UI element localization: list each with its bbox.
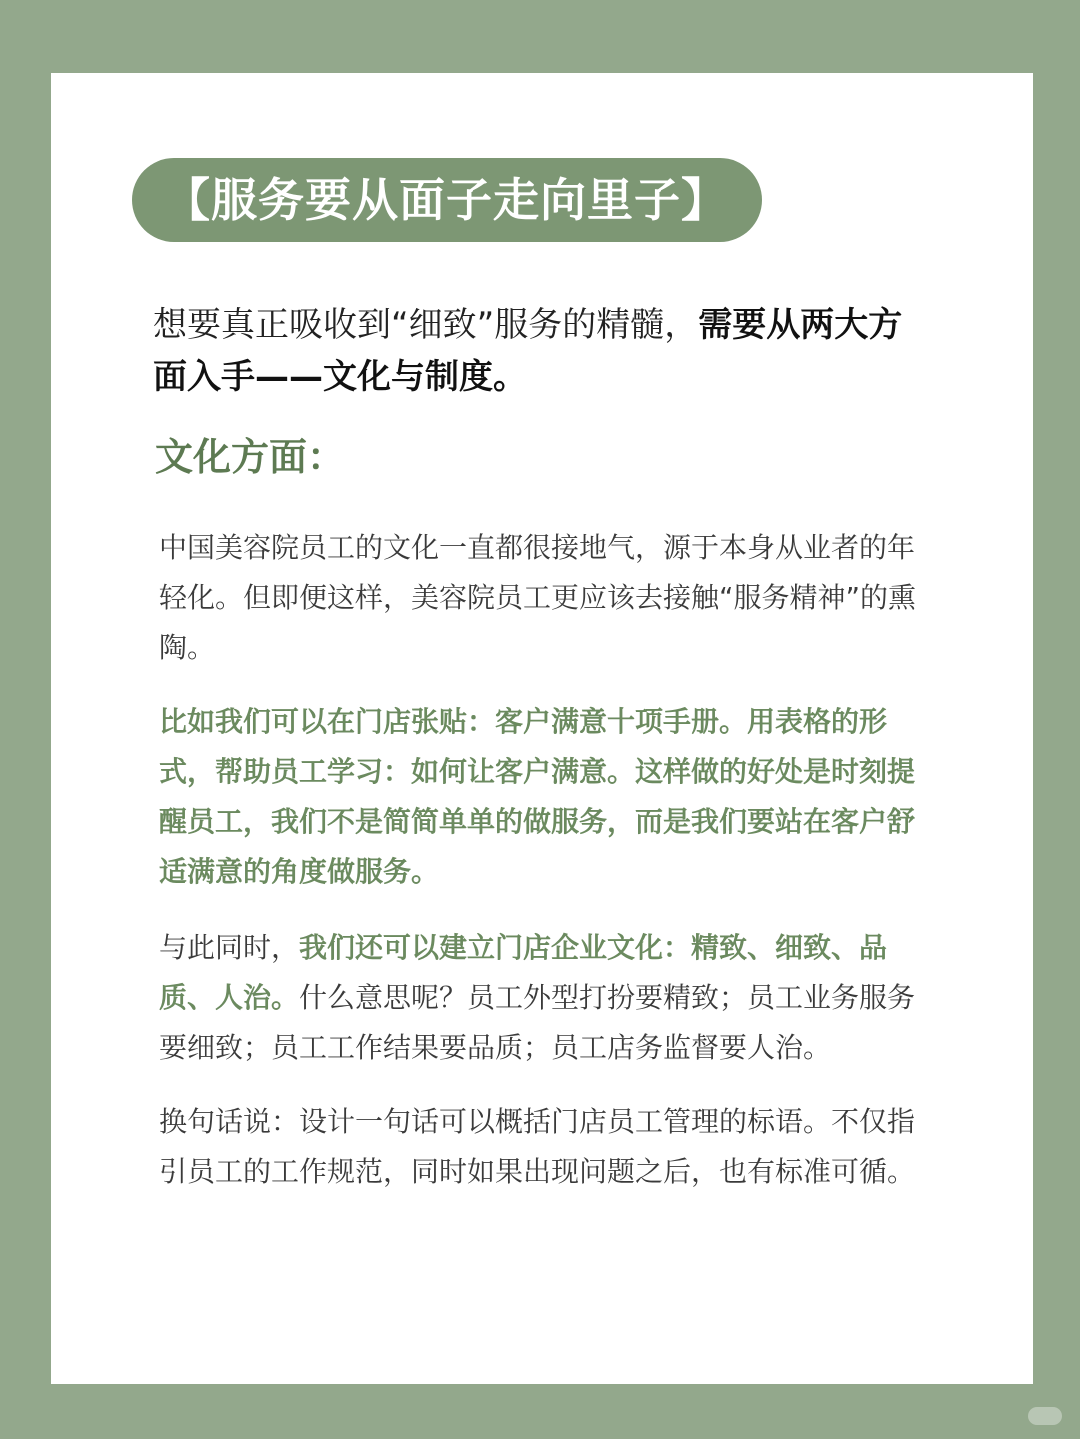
paragraph-culture-intro: 中国美容院员工的文化一直都很接地气，源于本身从业者的年轻化。但即便这样，美容院员工更应该去接触“服务精神”的熏陶。 bbox=[159, 531, 917, 664]
intro-paragraph bbox=[153, 299, 913, 403]
intro-emphasis: 需要从两大方面入手——文化与制度。 bbox=[153, 305, 903, 397]
paragraph-example-highlight: 比如我们可以在门店张贴：客户满意十项手册。用表格的形式，帮助员工学习：如何让客户满意。这样做的好处是时刻提醒员工，我们不是简简单单的做服务，而是我们要站在客户舒适满意的角度做服务。 bbox=[159, 705, 916, 888]
paragraph3-lead: 与此同时， bbox=[159, 931, 300, 964]
paragraph-corporate-culture bbox=[159, 923, 929, 1073]
culture-heading: 文化方面： bbox=[155, 435, 346, 479]
paragraph3-highlight: 我们还可以建立门店企业文化：精致、细致、品质、人治。 bbox=[159, 931, 888, 1014]
title-banner: 【服务要从面子走向里子】 bbox=[132, 158, 762, 242]
content-card bbox=[51, 73, 1033, 1384]
paragraph-slogan: 换句话说：设计一句话可以概括门店员工管理的标语。不仅指引员工的工作规范，同时如果出现问题之后，也有标准可循。 bbox=[159, 1105, 916, 1188]
intro-text: 想要真正吸收到“细致”服务的精髓， bbox=[153, 305, 699, 345]
watermark-badge bbox=[1028, 1407, 1062, 1425]
paragraph3-rest: 什么意思呢？员工外型打扮要精致；员工业务服务要细致；员工工作结果要品质；员工店务监督要人治。 bbox=[159, 981, 916, 1064]
